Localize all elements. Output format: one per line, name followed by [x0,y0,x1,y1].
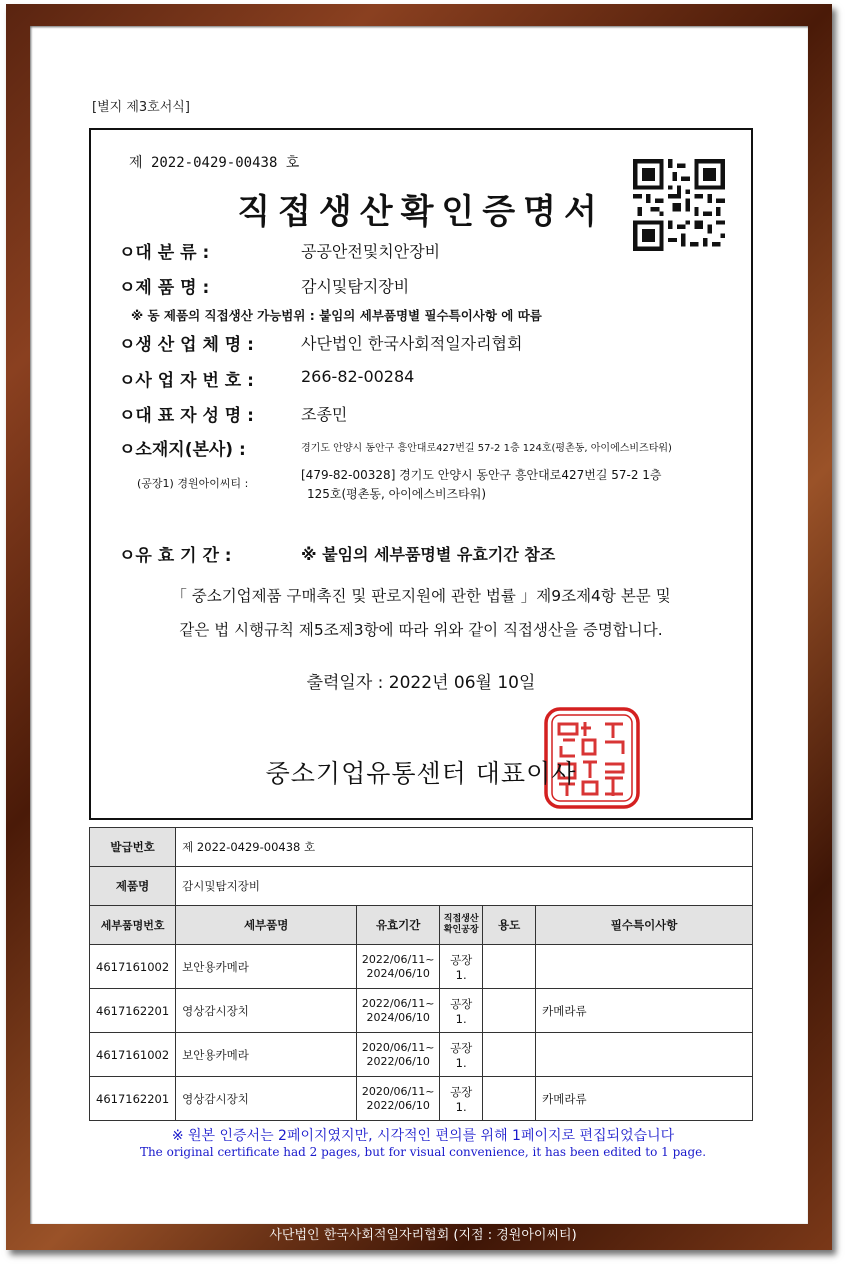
header-factory: 직접생산 확인공장 [440,906,483,945]
row-period-to: 2024/06/10 [366,966,430,980]
certificate-title: 직접생산확인증명서 [237,192,605,232]
row-period-from: 2020/06/11~ [361,1040,435,1054]
product-name-value: 감시및탐지장비 [176,867,753,906]
row-factory: 공장1. [440,1033,483,1077]
table-row [90,1077,753,1121]
row-factory: 공장1. [440,945,483,989]
row-period-to: 2022/06/10 [366,1098,430,1112]
company-label: ㅇ생 산 업 체 명 : [119,335,254,355]
row-factory: 공장1. [440,989,483,1033]
header-name: 세부품명 [176,906,357,945]
row-period [357,1077,440,1121]
row-use [483,945,536,989]
header-use: 용도 [483,906,536,945]
certificate-number: 제 2022-0429-00438 호 [129,155,300,171]
row-factory: 공장1. [440,1077,483,1121]
row-period-to: 2024/06/10 [366,1010,430,1024]
row-period-from: 2020/06/11~ [361,1084,435,1098]
issue-number-value: 제 2022-0429-00438 호 [176,828,753,867]
row-remark [536,1033,753,1077]
row-use [483,989,536,1033]
product-detail-table [89,827,753,1121]
row-remark: 카메라류 [536,989,753,1033]
header-code: 세부품명번호 [90,906,176,945]
legal-text-line2: 같은 법 시행규칙 제5조제3항에 따라 위와 같이 직접생산을 증명합니다. [179,621,663,639]
row-code: 4617162201 [90,1077,176,1121]
row-use [483,1077,536,1121]
row-period-from: 2022/06/11~ [361,996,435,1010]
factory-value-line1: [479-82-00328] 경기도 안양시 동안구 흥안대로427번길 57-2 1층 [301,468,662,482]
row-name: 보안용카메라 [176,945,357,989]
factory-label: (공장1) 경원아이씨티 : [137,477,249,490]
address-value: 경기도 안양시 동안구 흥안대로427번길 57-2 1층 124호(평촌동, 아이에스비즈타워) [301,443,672,454]
category-label: ㅇ대 분 류 : [119,243,210,263]
address-label: ㅇ소재지(본사) : [119,440,246,460]
table-row [90,945,753,989]
form-label: [별지 제3호서식] [92,100,190,115]
product-name-label: 제품명 [90,867,176,906]
row-code: 4617161002 [90,945,176,989]
frame-caption: 사단법인 한국사회적일자리협회 (지점 : 경원아이씨티) [269,1228,577,1243]
row-remark [536,945,753,989]
footnote-english: The original certificate had 2 pages, but for visual convenience, it has been edited to 1 page. [139,1145,707,1159]
factory-value-line2: 125호(평촌동, 아이에스비즈타워) [307,487,487,501]
print-date: 출력일자 : 2022년 06월 10일 [306,673,536,693]
ceo-value: 조종민 [301,405,348,424]
row-code: 4617162201 [90,989,176,1033]
validity-label: ㅇ유 효 기 간 : [119,546,232,566]
validity-value: ※ 붙임의 세부품명별 유효기간 참조 [301,545,556,564]
row-name: 보안용카메라 [176,1033,357,1077]
footnote-korean: ※ 원본 인증서는 2페이지였지만, 시각적인 편의를 위해 1페이지로 편집되었습니다 [171,1128,675,1144]
certificate-box [89,128,753,820]
row-name: 영상감시장치 [176,1077,357,1121]
table-row [90,989,753,1033]
row-period [357,945,440,989]
table-header-row [90,906,753,945]
ceo-label: ㅇ대 표 자 성 명 : [119,406,254,426]
bizno-value: 266-82-00284 [301,367,415,386]
product-label: ㅇ제 품 명 : [119,278,210,298]
scope-note: ※ 동 제품의 직접생산 가능범위 : 붙임의 세부품명별 필수특이사항 에 따름 [131,308,542,323]
issuer-name: 중소기업유통센터 대표이사 [265,759,577,788]
bizno-label: ㅇ사 업 자 번 호 : [119,371,254,391]
product-name-row [90,867,753,906]
table-row [90,1033,753,1077]
row-period-from: 2022/06/11~ [361,952,435,966]
row-period-to: 2022/06/10 [366,1054,430,1068]
row-remark: 카메라류 [536,1077,753,1121]
header-period: 유효기간 [357,906,440,945]
row-name: 영상감시장치 [176,989,357,1033]
row-period [357,989,440,1033]
issue-number-row [90,828,753,867]
row-use [483,1033,536,1077]
row-period [357,1033,440,1077]
category-value: 공공안전및치안장비 [301,242,441,261]
row-code: 4617161002 [90,1033,176,1077]
product-value: 감시및탐지장비 [301,277,410,296]
header-remark: 필수특이사항 [536,906,753,945]
company-value: 사단법인 한국사회적일자리협회 [301,334,523,353]
legal-text-line1: 「 중소기업제품 구매촉진 및 판로지원에 관한 법률 」제9조제4항 본문 및 [171,587,671,605]
issue-number-label: 발급번호 [90,828,176,867]
